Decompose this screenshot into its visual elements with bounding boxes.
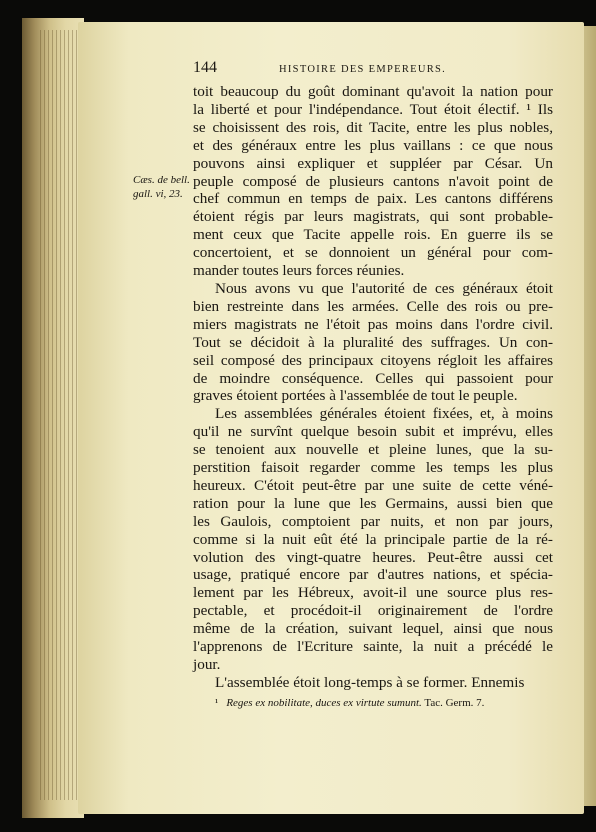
footnote-quote: Reges ex nobilitate, duces ex virtute sumunt.: [226, 697, 422, 709]
text-line: étoient régis par leurs magistrats, qui sont probable-: [193, 208, 553, 226]
text-line: chef commun en temps de paix. Les cantons différens: [193, 190, 553, 208]
text-line: pouvons ainsi expliquer et suppléer par César. Un: [193, 154, 553, 172]
page-number: 144: [193, 59, 217, 76]
paragraph: [193, 674, 553, 692]
text-line: la liberté et pour l'indépendance. Tout étoit électif. ¹ Ils: [193, 100, 553, 118]
text-line: et des généraux entre les plus vaillans : ce que nous: [193, 136, 553, 154]
text-line: Nous avons vu que l'autorité de ces généraux étoit: [215, 279, 553, 297]
text-line: de moindre conséquence. Celles qui passoient pour: [193, 369, 553, 387]
text-line: seil composé des principaux citoyens régloit les affaires: [193, 351, 553, 369]
text-line: comme si la nuit eût été la principale partie de la ré-: [193, 530, 553, 548]
text-line: perstition faisoit regarder comme les temps les plus: [193, 459, 553, 477]
text-line: les Gaulois, comptoient par nuits, et non par jours,: [193, 512, 553, 530]
paragraph: [193, 83, 553, 280]
text-line: concertoient, et se donnoient un général pour com-: [193, 244, 553, 262]
margin-note-line: Cæs. de bell.: [133, 174, 190, 186]
text-line: jour.: [193, 656, 221, 673]
text-line: heureux. C'étoit peut-être par une suite de cette véné-: [193, 476, 553, 494]
text-line: usage, pratiqué encore par d'autres nations, et spécia-: [193, 566, 553, 584]
text-line: pectable, et procédoit-il originairement de l'ordre: [193, 602, 553, 620]
footnote: [215, 697, 565, 709]
text-line: peuple composé de plusieurs cantons n'avoit point de: [193, 172, 553, 190]
text-line: miers magistrats ne l'étoit pas moins dans l'ordre civil.: [193, 315, 553, 333]
text-line: se choisissent des rois, dit Tacite, entre les plus nobles,: [193, 118, 553, 136]
page-edges: [40, 30, 80, 800]
paragraph: [193, 280, 553, 405]
text-line: ment ceux que Tacite appelle rois. En guerre ils se: [193, 226, 553, 244]
running-title: HISTOIRE DES EMPEREURS.: [279, 64, 447, 75]
footnote-marker: ¹: [215, 697, 219, 709]
text-line: Les assemblées générales étoient fixées, et, à moins: [215, 405, 553, 423]
text-line: mander toutes leurs forces réunies.: [193, 262, 405, 280]
text-line: toit beaucoup du goût dominant qu'avoit la nation pour: [193, 83, 553, 100]
margin-note: [133, 173, 195, 201]
text-line: même de la création, suivant lequel, ainsi que nous: [193, 620, 553, 638]
text-line: Tout se décidoit à la pluralité des suffrages. Un con-: [193, 333, 553, 351]
text-line: se tenoient aux nouvelle et pleine lunes, que la su-: [193, 441, 553, 459]
margin-note-line: gall. vi, 23.: [133, 188, 183, 200]
text-line: l'apprenons de l'Ecriture sainte, la nuit a précédé le: [193, 638, 553, 656]
text-line: ration pour la lune que les Germains, aussi bien que: [193, 494, 553, 512]
text-line: lement par les Hébreux, avoit-il une source plus res-: [193, 584, 553, 602]
text-line: L'assemblée étoit long-temps à se former. Ennemis: [215, 673, 525, 691]
running-header: [193, 59, 565, 78]
text-line: bien restreinte dans les armées. Celle des rois ou pre-: [193, 297, 553, 315]
paragraph: [193, 405, 553, 674]
footnote-source: Tac. Germ. 7.: [424, 697, 485, 709]
text-line: graves étoient portées à l'assemblée de tout le peuple.: [193, 387, 518, 405]
body-text: [193, 83, 553, 692]
text-line: volution des vingt-quatre heures. Peut-être aussi cet: [193, 548, 553, 566]
text-line: qu'il ne survînt quelque besoin subit et imprévu, elles: [193, 423, 553, 441]
